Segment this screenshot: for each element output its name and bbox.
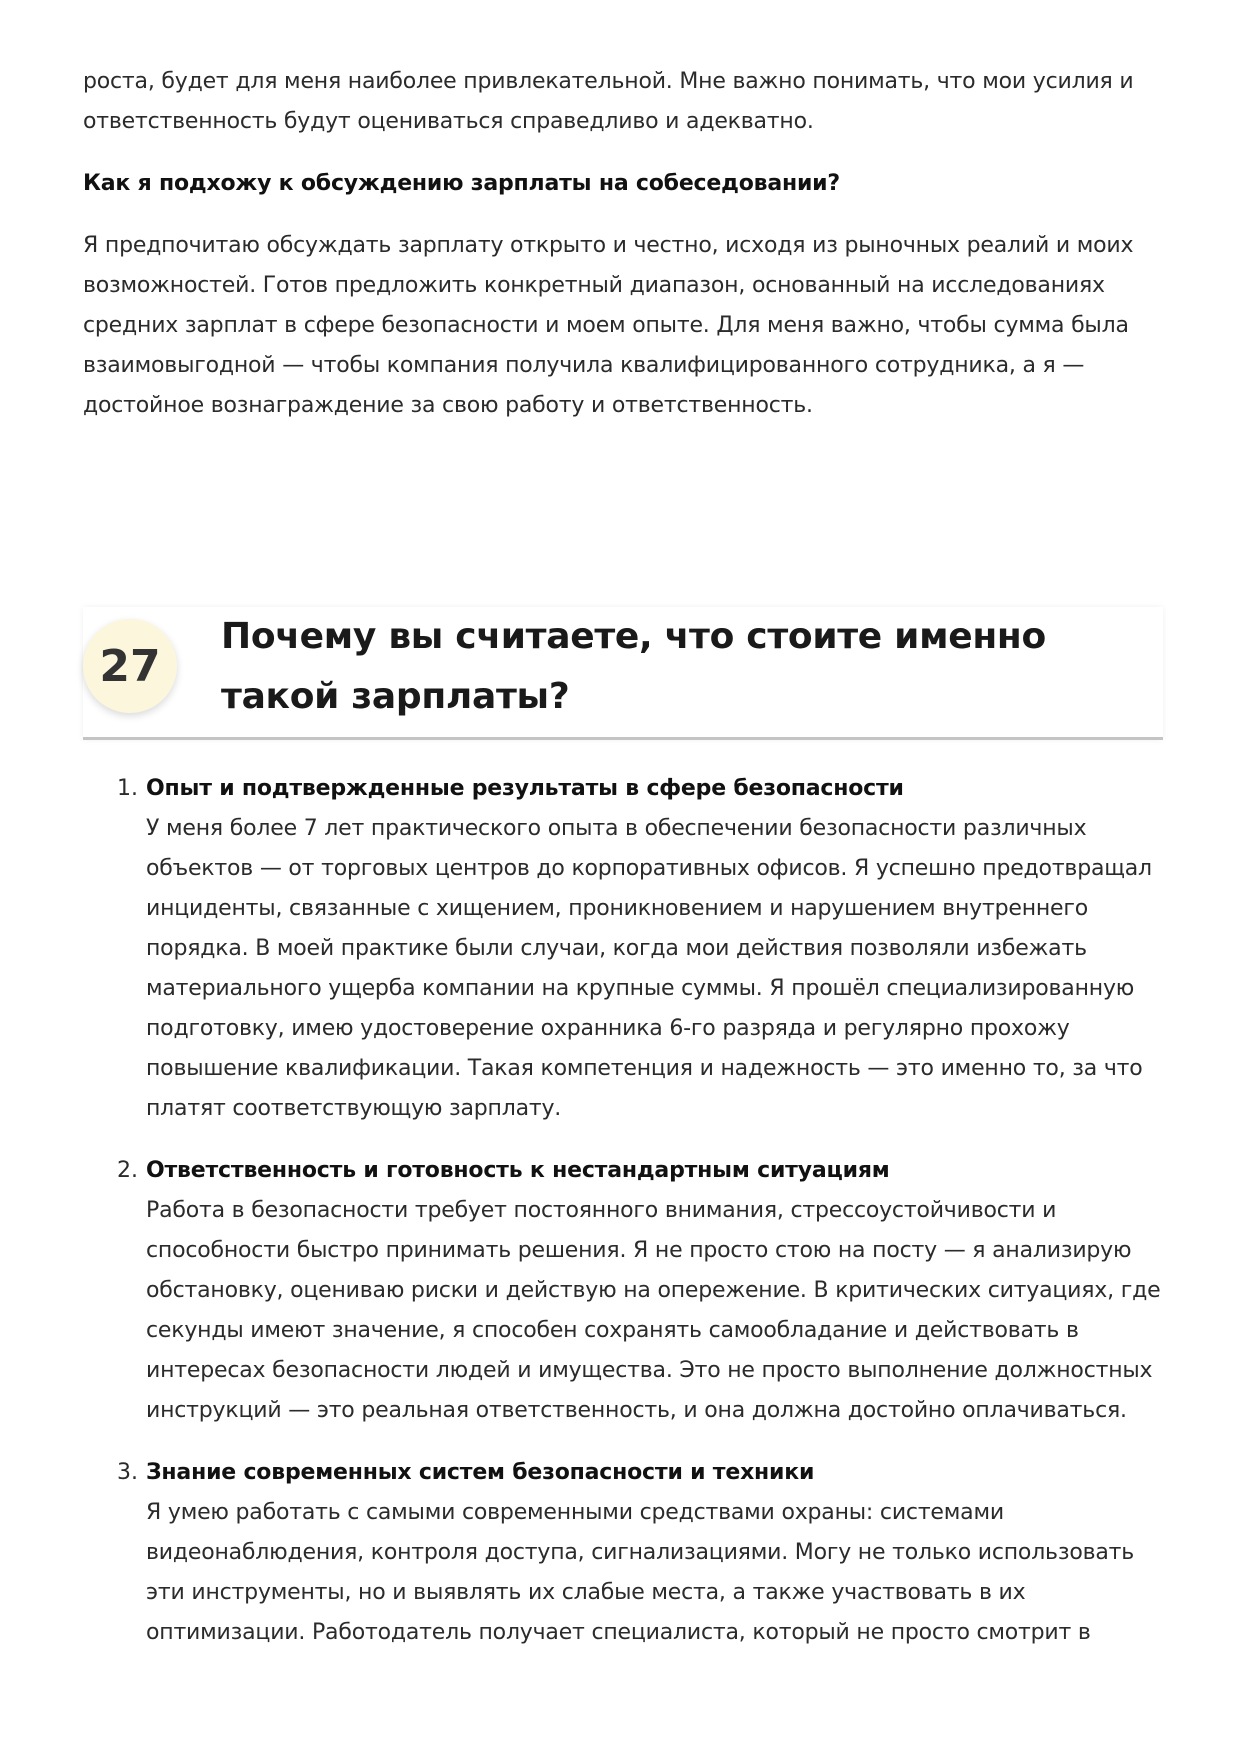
question-section: [83, 607, 1163, 1645]
list-item: [83, 769, 1163, 1129]
section-header: [83, 607, 1163, 740]
list-item-text: У меня более 7 лет практического опыта в обеспечении безопасности различных объектов — от торговых центров до корпоративных офисов. Я успешно предотвращал инциденты, связанные с хищением, проникновением и нарушением внутреннего порядка. В моей практике были случаи, когда мои действия позволяли избежать материального ущерба компании на крупные суммы. Я прошёл специализированную подготовку, имею удостоверение охранника 6-го разряда и регулярно прохожу повышение квалификации. Такая компетенция и надежность — это именно то, за что платят соответствующую зарплату.: [146, 816, 1152, 1121]
list-item-number: 1.: [117, 776, 138, 801]
paragraph-text: роста, будет для меня наиболее привлекательной. Мне важно понимать, что мои усилия и ответственность будут оцениваться справедливо и адекватно.: [83, 69, 1134, 134]
list-item-title: Ответственность и готовность к нестандартным ситуациям: [146, 1158, 890, 1183]
list-item-number: 3.: [117, 1460, 138, 1485]
intro-block: [83, 62, 1163, 426]
list-item: [83, 1453, 1163, 1653]
list-item-title: Опыт и подтвержденные результаты в сфере безопасности: [146, 776, 904, 801]
reasons-list: [83, 769, 1163, 1675]
question-heading: Как я подхожу к обсуждению зарплаты на собеседовании?: [83, 171, 840, 196]
answer-paragraph: Я предпочитаю обсуждать зарплату открыто и честно, исходя из рыночных реалий и моих возможностей. Готов предложить конкретный диапазон, основанный на исследованиях средних зарплат в сфере безопасности и моем опыте. Для меня важно, чтобы сумма была взаимовыгодной — чтобы компания получила квалифицированного сотрудника, а я — достойное вознаграждение за свою работу и ответственность.: [83, 233, 1134, 418]
list-item-title: Знание современных систем безопасности и техники: [146, 1460, 815, 1485]
list-item-text: Я умею работать с самыми современными средствами охраны: системами видеонаблюдения, контроля доступа, сигнализациями. Могу не только использовать эти инструменты, но и выявлять их слабые места, а также участвовать в их оптимизации. Работодатель получает специалиста, который не просто смотрит в: [146, 1500, 1135, 1645]
list-item-text: Работа в безопасности требует постоянного внимания, стрессоустойчивости и способности быстро принимать решения. Я не просто стою на посту — я анализирую обстановку, оцениваю риски и действую на опережение. В критических ситуациях, где секунды имеют значение, я способен сохранять самообладание и действовать в интересах безопасности людей и имущества. Это не просто выполнение должностных инструкций — это реальная ответственность, и она должна достойно оплачиваться.: [146, 1198, 1161, 1423]
section-title: Почему вы считаете, что стоите именно такой зарплаты?: [221, 616, 1046, 717]
list-item-number: 2.: [117, 1158, 138, 1183]
question-number-badge: 27: [83, 619, 177, 713]
list-item: [83, 1151, 1163, 1431]
